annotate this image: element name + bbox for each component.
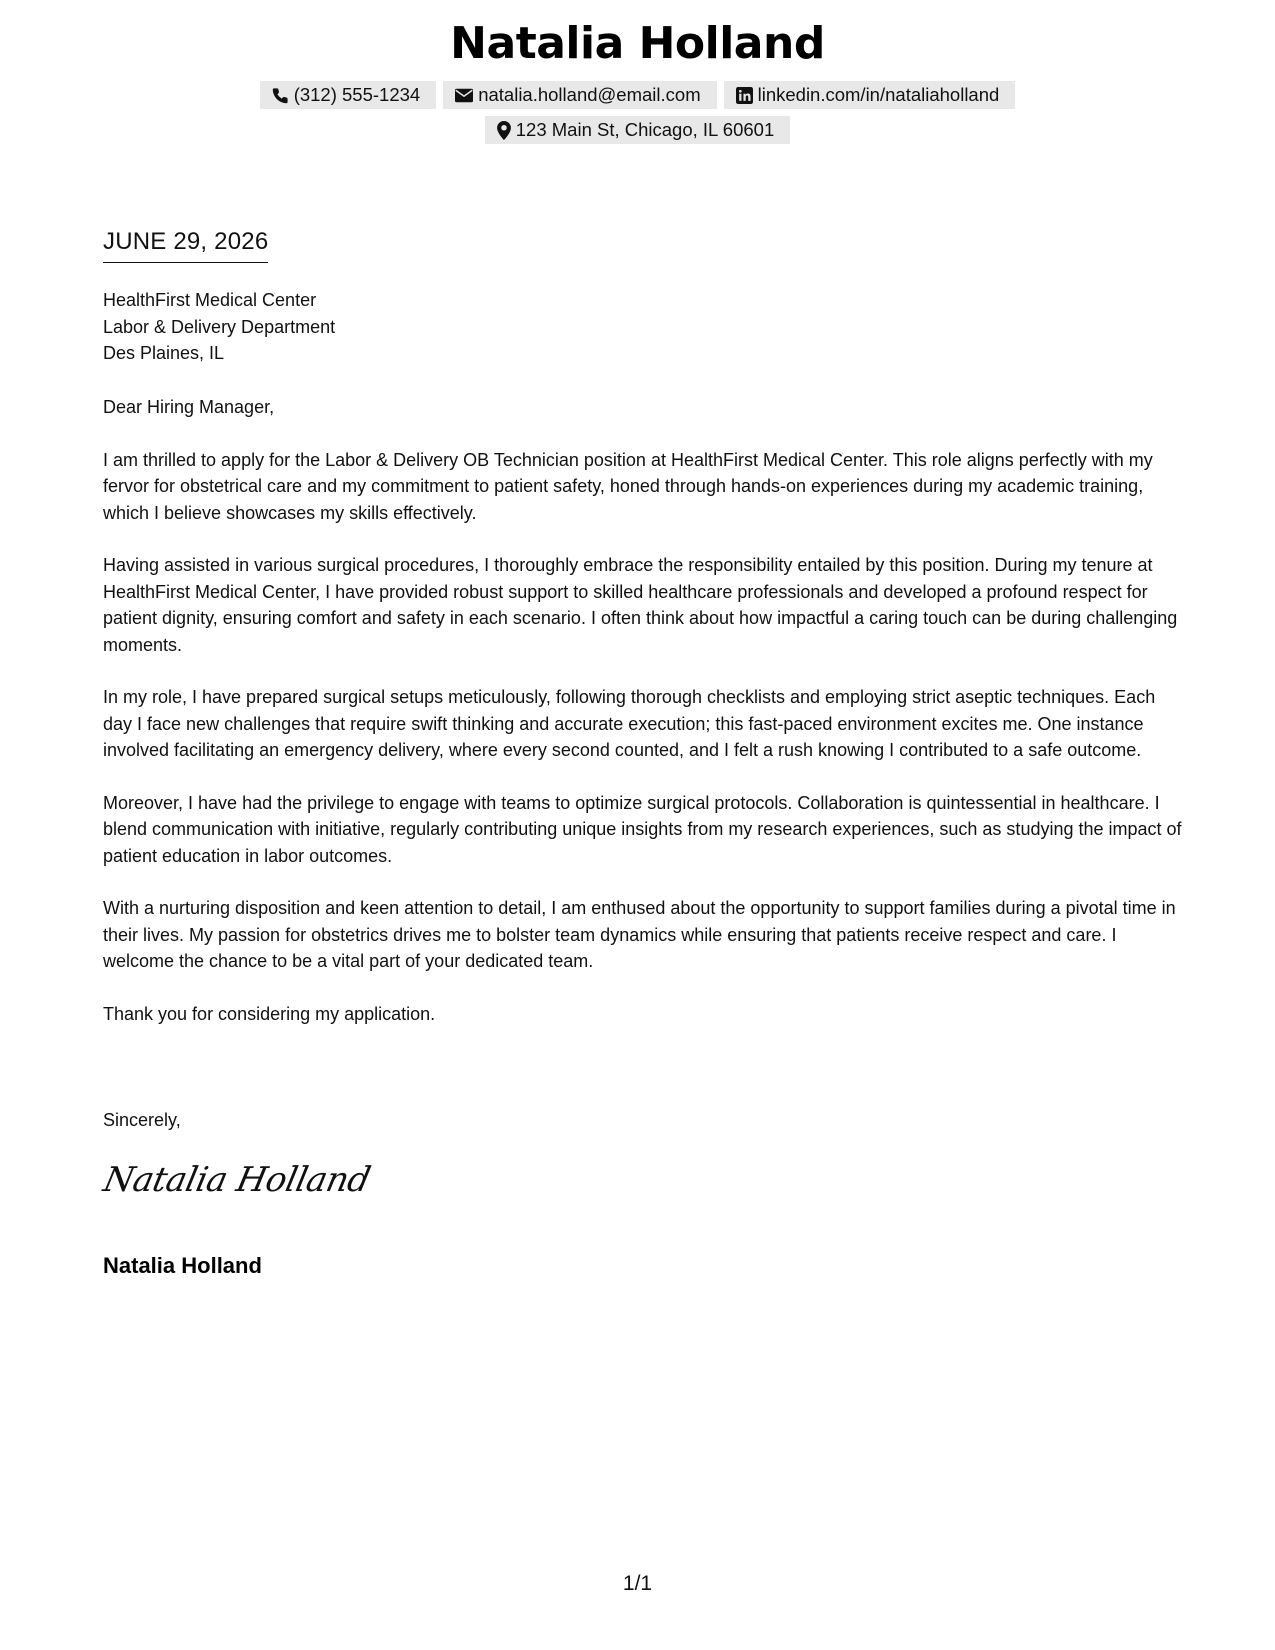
body-paragraph: Moreover, I have had the privilege to engage with teams to optimize surgical protocols. Collaboration is quintessential in healthcare. I blend communication with initiative, regularly contributing unique insights from my research experiences, such as studying the impact of patient education in labor outcomes.	[103, 792, 1182, 866]
contact-phone	[260, 81, 437, 109]
linkedin-icon	[736, 87, 753, 104]
contact-row-primary	[0, 81, 1275, 109]
applicant-name: Natalia Holland	[450, 18, 825, 69]
body-paragraph: Having assisted in various surgical procedures, I thoroughly embrace the responsibility entailed by this position. During my tenure at HealthFirst Medical Center, I have provided robust support to skilled healthcare professionals and developed a profound respect for patient dignity, ensuring comfort and safety in each scenario. I often think about how impactful a caring touch can be during challenging moments.	[103, 555, 1178, 655]
page-number: 1/1	[622, 1572, 653, 1595]
recipient-block	[103, 287, 335, 367]
contact-email	[443, 81, 716, 109]
signed-name: Natalia Holland	[103, 1253, 262, 1278]
recipient-location: Des Plaines, IL	[103, 343, 225, 363]
body-paragraph: I am thrilled to apply for the Labor & Delivery OB Technician position at HealthFirst Medical Center. This role aligns perfectly with my fervor for obstetrical care and my commitment to patient safety, honed through hands-on experiences during my academic training, which I believe showcases my skills effectively.	[103, 449, 1153, 523]
thank-you-line: Thank you for considering my application.	[103, 1003, 436, 1024]
phone-icon	[272, 87, 289, 104]
contact-email-text: natalia.holland@email.com	[478, 84, 701, 105]
letter-body	[103, 394, 1183, 1053]
contact-phone-text: (312) 555-1234	[293, 84, 421, 105]
contact-address-text: 123 Main St, Chicago, IL 60601	[515, 119, 775, 140]
salutation: Dear Hiring Manager,	[103, 397, 275, 417]
body-paragraph: With a nurturing disposition and keen attention to detail, I am enthused about the opportunity to support families during a pivotal time in their lives. My passion for obstetrics drives me to bolster team dynamics while ensuring that patients receive respect and care. I welcome the chance to be a vital part of your dedicated team.	[103, 898, 1176, 971]
recipient-organization: HealthFirst Medical Center	[103, 290, 317, 310]
contact-linkedin	[724, 81, 1016, 109]
body-paragraph: In my role, I have prepared surgical setups meticulously, following thorough checklists and employing strict aseptic techniques. Each day I face new challenges that require swift thinking and accurate execution; this fast-paced environment excites me. One instance involved facilitating an emergency delivery, where every second counted, and I felt a rush knowing I contributed to a safe outcome.	[103, 687, 1156, 760]
contact-address	[485, 116, 791, 144]
map-pin-icon	[497, 121, 511, 140]
contact-row-secondary	[0, 116, 1275, 144]
envelope-icon	[455, 88, 473, 103]
closing: Sincerely,	[103, 1110, 181, 1130]
contact-linkedin-text: linkedin.com/in/nataliaholland	[757, 84, 1000, 105]
handwritten-signature: Natalia Holland	[100, 1160, 374, 1200]
recipient-department: Labor & Delivery Department	[103, 316, 336, 337]
letter-date: JUNE 29, 2026	[103, 228, 268, 263]
